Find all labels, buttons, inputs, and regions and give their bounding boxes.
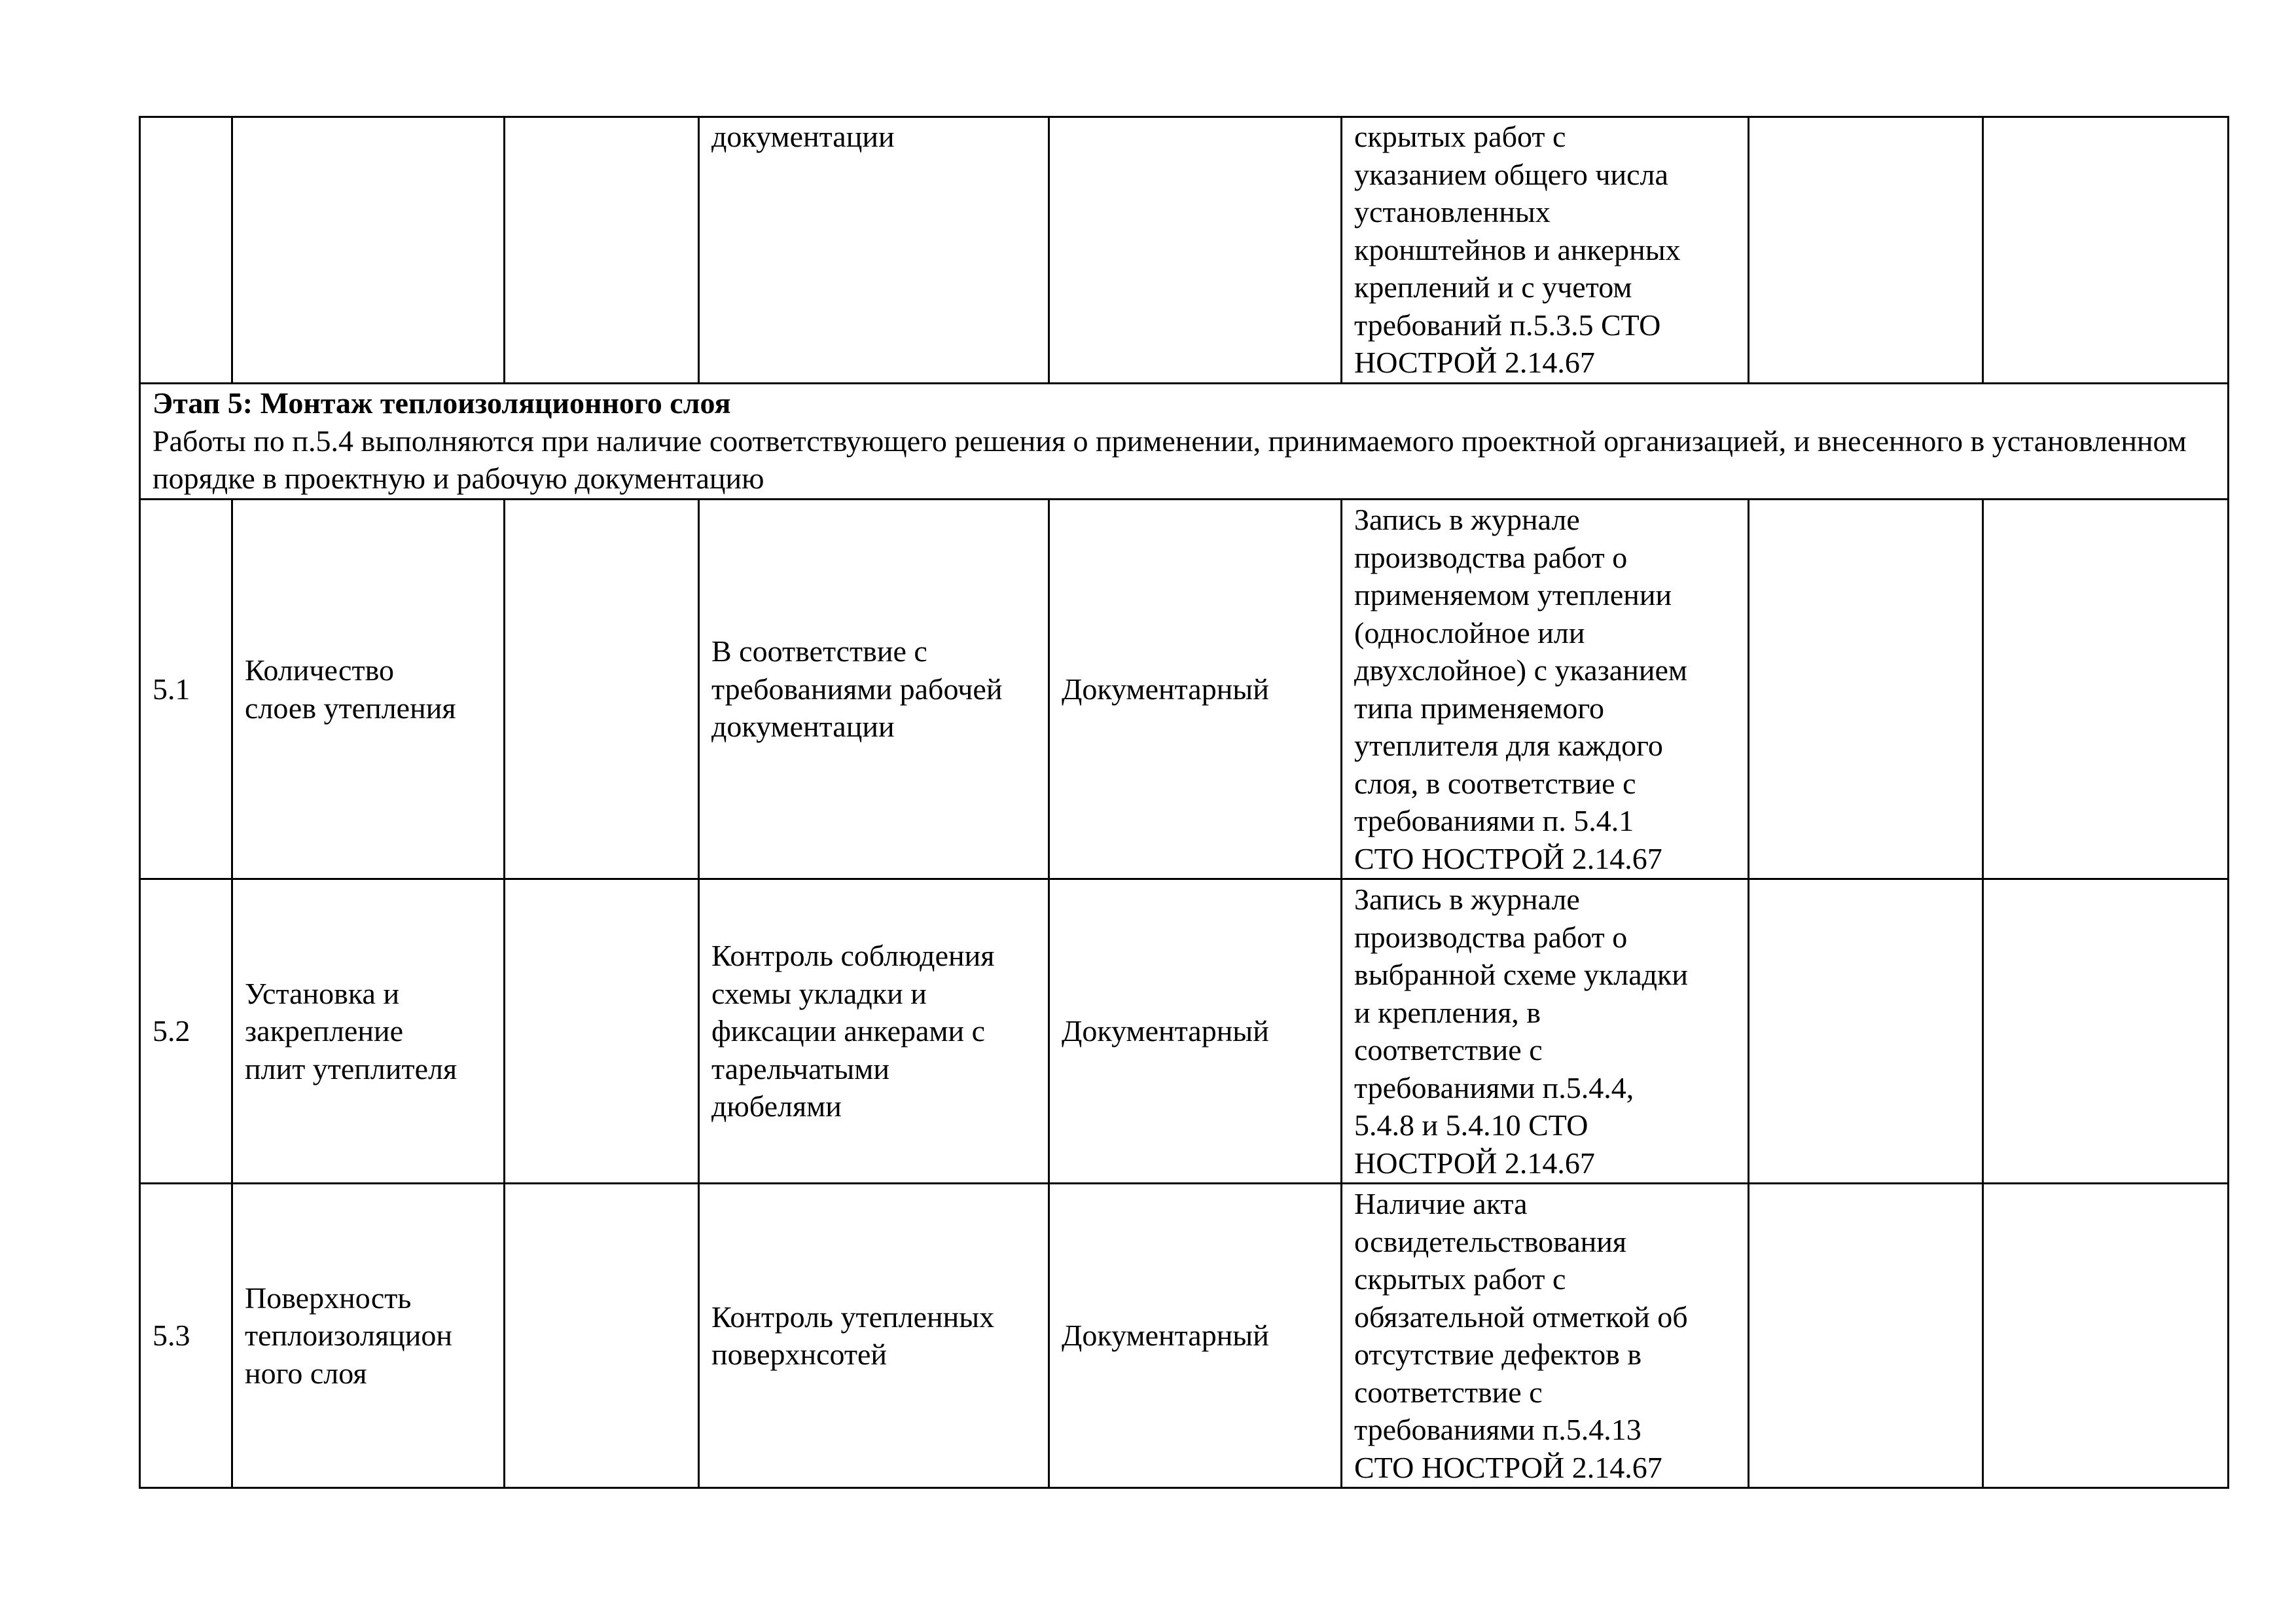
cell-name [232, 500, 505, 879]
table-row-continuation [140, 117, 2229, 384]
cell-blank [1983, 117, 2229, 384]
cell-blank [1983, 500, 2229, 879]
cell-requirement [1342, 500, 1749, 879]
method-text: Документарный [1062, 672, 1269, 706]
row-name: Количество слоев утепления [245, 653, 456, 725]
cell-name [232, 879, 505, 1184]
row-name: Поверхность теплоизоляцион ного слоя [245, 1281, 452, 1390]
requirement-text: скрытых работ с указанием общего числа установленных кронштейнов и анкерных креплений и с учетом требований п.5.3.5 СТО НОСТРОЙ 2.14.67 [1354, 120, 1681, 379]
criterion-text: документации [711, 120, 895, 153]
cell-num [140, 1184, 232, 1488]
cell-empty [505, 879, 699, 1184]
cell-criterion [699, 1184, 1049, 1488]
cell-method [1049, 500, 1342, 879]
cell-criterion [699, 500, 1049, 879]
cell-empty [505, 117, 699, 384]
cell-blank [1983, 1184, 2229, 1488]
criterion-text: Контроль утепленных поверхнсотей [711, 1300, 995, 1371]
cell-empty [505, 1184, 699, 1488]
cell-requirement [1342, 1184, 1749, 1488]
table-row [140, 1184, 2229, 1488]
requirement-text: Запись в журнале производства работ о выбранной схеме укладки и крепления, в соответствие с требованиями п.5.4.4, 5.4.8 и 5.4.10 СТО НОСТРОЙ 2.14.67 [1354, 883, 1688, 1180]
cell-criterion [699, 879, 1049, 1184]
cell-blank [1749, 500, 1983, 879]
cell-name [232, 1184, 505, 1488]
cell-num [140, 117, 232, 384]
cell-num [140, 500, 232, 879]
cell-blank [1749, 879, 1983, 1184]
cell-blank [1983, 879, 2229, 1184]
stage-cell [140, 384, 2229, 500]
method-text: Документарный [1062, 1014, 1269, 1048]
cell-method [1049, 879, 1342, 1184]
requirement-text: Наличие акта освидетельствования скрытых работ с обязательной отметкой об отсутствие дефектов в соответствие с требованиями п.5.4.13 СТО НОСТРОЙ 2.14.67 [1354, 1187, 1688, 1484]
criterion-text: В соответствие с требованиями рабочей документации [711, 634, 1003, 744]
cell-requirement [1342, 879, 1749, 1184]
cell-requirement [1342, 117, 1749, 384]
table-row [140, 879, 2229, 1184]
criterion-text: Контроль соблюдения схемы укладки и фиксации анкерами с тарельчатыми дюбелями [711, 939, 995, 1123]
stage-header-row [140, 384, 2229, 500]
row-number: 5.1 [152, 672, 190, 706]
cell-blank [1749, 117, 1983, 384]
row-name: Установка и закрепление плит утеплителя [245, 976, 457, 1085]
requirement-text: Запись в журнале производства работ о применяемом утеплении (однослойное или двухслойное) с указанием типа применяемого утеплителя для каждого слоя, в соответствие с требованиями п. 5.4.1 СТО НОСТРОЙ 2.14.67 [1354, 503, 1687, 875]
cell-criterion [699, 117, 1049, 384]
stage-title: Этап 5: Монтаж теплоизоляционного слоя [152, 386, 731, 420]
method-text: Документарный [1062, 1319, 1269, 1353]
table-row [140, 500, 2229, 879]
cell-method [1049, 1184, 1342, 1488]
cell-method [1049, 117, 1342, 384]
row-number: 5.3 [152, 1319, 190, 1353]
stage-note: Работы по п.5.4 выполняются при наличие соответствующего решения о применении, принимаемого проектной организацией, и внесенного в установленном порядке в проектную и рабочую документацию [152, 424, 2187, 495]
row-number: 5.2 [152, 1014, 190, 1048]
cell-blank [1749, 1184, 1983, 1488]
cell-empty [505, 500, 699, 879]
inspection-table [139, 116, 2229, 1489]
cell-name [232, 117, 505, 384]
cell-num [140, 879, 232, 1184]
